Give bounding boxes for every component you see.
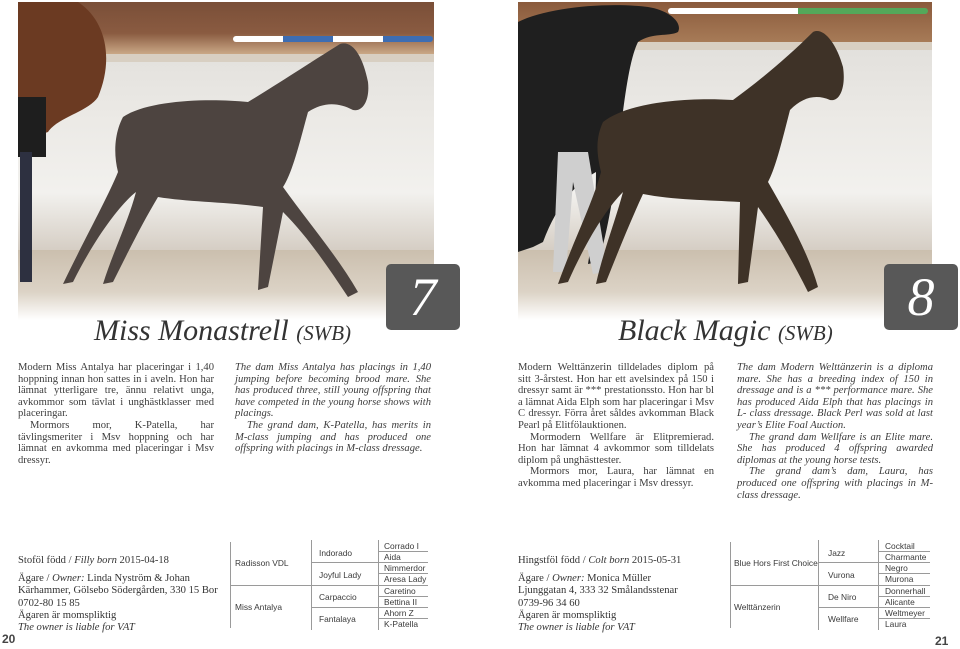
birth-date: 2015-05-31 [631,555,682,566]
pedigree-gen2: Jazz [828,548,846,558]
pedigree-gen2: Indorado [319,548,353,558]
pedigree-gen3: Aida [384,552,401,562]
birth-label-sv: Stoföl född / [18,555,72,566]
pedigree-gen3: Corrado I [384,541,419,551]
pedigree-gen2: Wellfare [828,614,859,624]
owner-label-en: Owner: [552,573,585,585]
vat-note-en: The owner is liable for VAT [18,622,135,634]
pedigree-gen3: Bettina II [384,597,418,607]
horse-name-text: Black Magic [618,314,771,347]
owner-label-sv: Ägare / [18,573,50,585]
pedigree-gen3: Caretino [384,586,416,596]
birth-label-en: Filly born [74,555,117,566]
page-number: 20 [2,632,16,646]
pedigree-sire: Radisson VDL [235,558,289,568]
pedigree-gen3: Donnerhall [885,586,926,596]
pedigree-gen3: K-Patella [384,619,418,629]
pedigree-gen3: Charmante [885,552,927,562]
pedigree-dam: Miss Antalya [235,602,283,612]
owner-phone: 0702-80 15 85 [18,597,80,609]
horse-photo-black-magic [518,2,932,320]
pedigree-gen3: Cocktail [885,541,915,551]
horse-name [94,314,351,348]
right-page [480,0,960,649]
pedigree-gen2: Fantalaya [319,614,356,624]
pedigree-gen2: Vurona [828,570,855,580]
paragraph: The dam Modern Welttänzerin is a diploma mare. She has a breeding index of 150 in dressage and is a *** performance mare. She has produced Aida Elph that has placings in L- class dressage. Black Perl was sold at last year’s Elite Foal Auction. [737,362,933,431]
horse-photo-miss-monastrell [18,2,434,320]
paragraph: The grand dam, K-Patella, has merits in M-class jumping and has produced one offspring with placings in M-class dressage. [235,419,431,455]
paragraph: Modern Miss Antalya har placeringar i 1,40 hoppning innan hon sattes in i aveln. Hon har lämnat ytterligare tre, ännu relativt unga, avkommor som tävlat i unghästklasser med placeringar. [18,362,214,420]
owner-address: Kärhammer, Gölsebo Södergården, 330 15 Bor [18,585,218,597]
owner-phone: 0739-96 34 60 [518,597,580,609]
owner-address: Ljunggatan 4, 333 32 Smålandsstenar [518,585,678,597]
paragraph: The grand dam’s dam, Laura, has produced one offspring with placings in M-class dressage. [737,466,933,501]
pedigree-gen3: Weltmeyer [885,608,925,618]
paragraph: Mormodern Wellfare är Elitpremierad. Hon har lämnat 4 avkommor som tilldelats diplom på unghästtester. [518,431,714,466]
pedigree-gen3: Negro [885,563,908,573]
description-english [235,362,431,455]
lot-number-badge: 7 [386,264,460,330]
paragraph: Mormors mor, K-Patella, har tävlingsmeriter i Msv hoppning och har lämnat en avkomma med placeringar i Msv dressyr. [18,419,214,466]
pedigree-gen3: Ahorn Z [384,608,414,618]
breed-label: (SWB) [777,321,833,345]
paragraph: The grand dam Wellfare is an Elite mare. She has produced 4 offspring awarded diplomas at the young horse tests. [737,431,933,466]
pedigree-chart [230,540,458,630]
paragraph: The dam Miss Antalya has placings in 1,40 jumping before becoming brood mare. She has produced three, still young offspring that have competed in the young horse shows with placings. [235,362,431,420]
pedigree-gen2: Carpaccio [319,592,357,602]
pedigree-dam: Welttänzerin [734,602,781,612]
foal-info [18,555,223,634]
breed-label: (SWB) [296,321,352,345]
owner-label-sv: Ägare / [518,573,550,585]
owner-label-en: Owner: [52,573,85,585]
pedigree-gen3: Murona [885,574,914,584]
pedigree-gen2: De Niro [828,592,857,602]
paragraph: Mormors mor, Laura, har lämnat en avkomma med placeringar i Msv dressyr. [518,466,714,489]
description-swedish [18,362,214,466]
pedigree-gen3: Aresa Lady [384,574,427,584]
paragraph: Modern Welttänzerin tilldelades diplom på sitt 3-årstest. Hon har ett avelsindex på 150 i dressyr samt är *** prestationssto. Hon har bl a lämnat Aida Elph som har placeringar i Msv C dressyr. Förra året såldes avkomman Black Pearl på Elitfölauktionen. [518,362,714,431]
vat-note-en: The owner is liable for VAT [518,622,635,634]
description-swedish [518,362,714,490]
pedigree-gen2: Joyful Lady [319,570,362,580]
birth-label-en: Colt born [588,555,630,566]
pedigree-gen3: Laura [885,619,907,629]
vat-note-sv: Ägaren är momspliktig [18,609,117,621]
horse-name [618,314,833,348]
page-number: 21 [935,634,949,648]
owner-name: Linda Nyström & Johan [87,573,190,585]
birth-date: 2015-04-18 [119,555,169,566]
pedigree-gen3: Nimmerdor [384,563,426,573]
vat-note-sv: Ägaren är momspliktig [518,609,617,621]
owner-name: Monica Müller [587,573,652,585]
pedigree-chart [730,540,958,630]
birth-label-sv: Hingstföl född / [518,555,586,566]
pedigree-gen3: Alicante [885,597,915,607]
foal-info [518,555,723,634]
pedigree-sire: Blue Hors First Choice [734,558,818,568]
description-english [737,362,933,501]
lot-number-badge: 8 [884,264,958,330]
horse-name-text: Miss Monastrell [94,314,289,347]
